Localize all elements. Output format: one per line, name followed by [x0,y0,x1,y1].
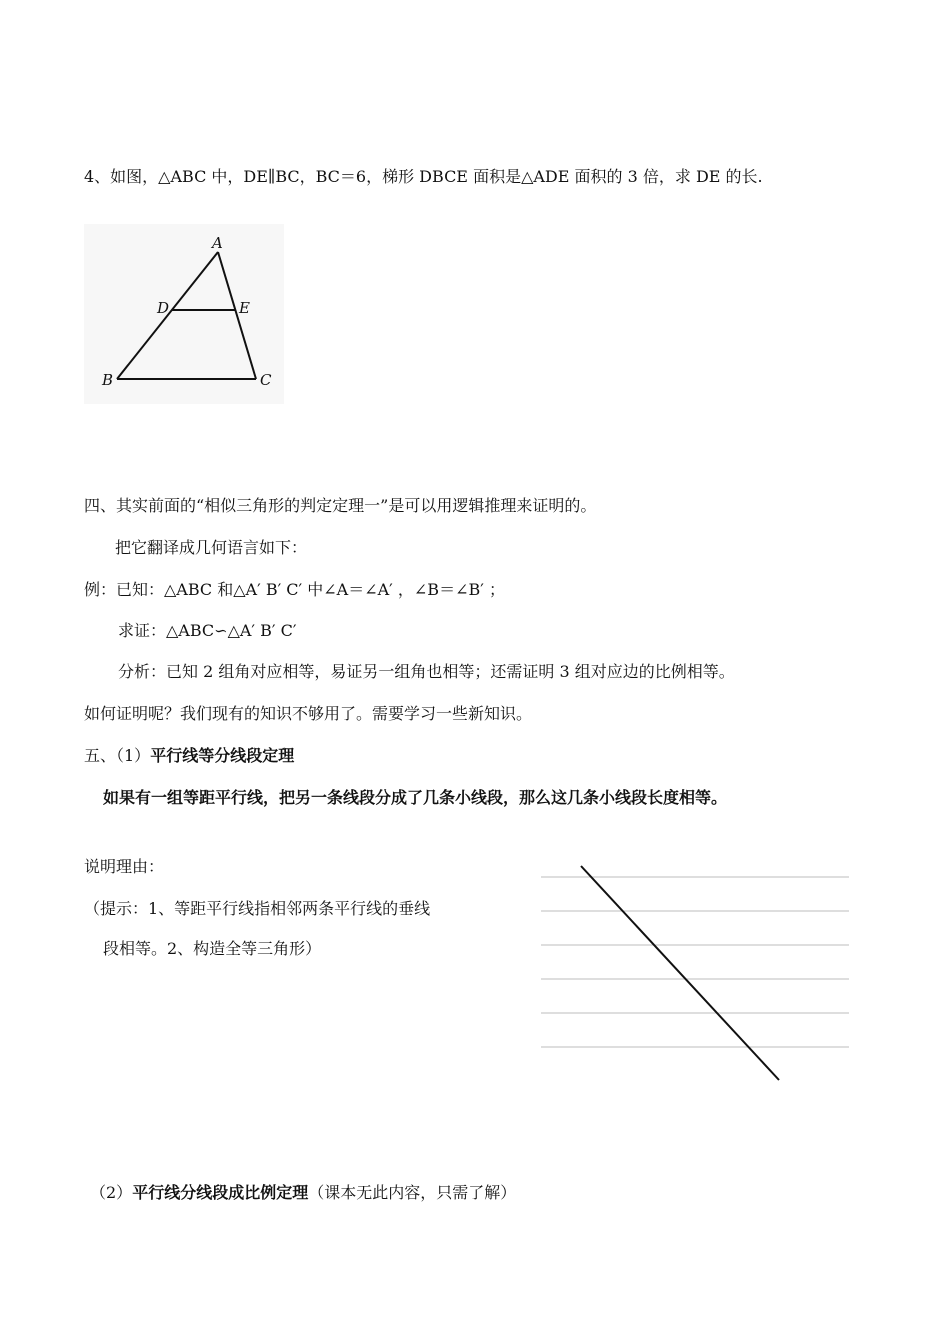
label-d: D [157,299,170,317]
theorem-statement: 如果有一组等距平行线，把另一条线段分成了几条小线段，那么这几条小线段长度相等。 [103,788,728,807]
question-line: 如何证明呢？我们现有的知识不够用了。需要学习一些新知识。 [84,704,533,723]
part-2-prefix: （2） [90,1183,133,1202]
analysis-line: 分析：已知 2 组角对应相等，易证另一组角也相等；还需证明 3 组对应边的比例相等。 [118,662,735,681]
hint-line-1: （提示：1、等距平行线指相邻两条平行线的垂线 [84,899,431,918]
prove-line: 求证：△ABC∽△A′ B′ C′ [118,621,297,640]
part-2-note: （课本无此内容，只需了解） [308,1183,517,1202]
label-e: E [239,299,250,317]
section-5-prefix: 五、（1） [84,746,151,765]
figure-background [84,224,284,404]
hint-line-2: 段相等。2、构造全等三角形） [103,939,322,958]
label-c: C [260,371,272,389]
translate-line: 把它翻译成几何语言如下： [115,538,308,557]
example-given: 例：已知：△ABC 和△A′ B′ C′ 中∠A＝∠A′ ，∠B＝∠B′ ； [84,580,505,599]
part-2-heading [90,1183,516,1203]
label-b: B [102,371,114,389]
part-2-title: 平行线分线段成比例定理 [132,1183,309,1202]
reason-label: 说明理由： [84,857,165,876]
section-5-title: 平行线等分线段定理 [150,746,295,765]
label-a: A [212,234,223,252]
transversal-segment [581,866,779,1080]
parallel-lines-figure [538,860,852,1086]
section-4-heading: 四、其实前面的“相似三角形的判定定理一”是可以用逻辑推理来证明的。 [84,496,597,515]
problem-4-text: 4、如图，△ABC 中，DE∥BC，BC＝6，梯形 DBCE 面积是△ADE 面积的 3 倍，求 DE 的长. [84,167,763,186]
section-5-heading [84,746,294,766]
triangle-figure [84,224,284,404]
